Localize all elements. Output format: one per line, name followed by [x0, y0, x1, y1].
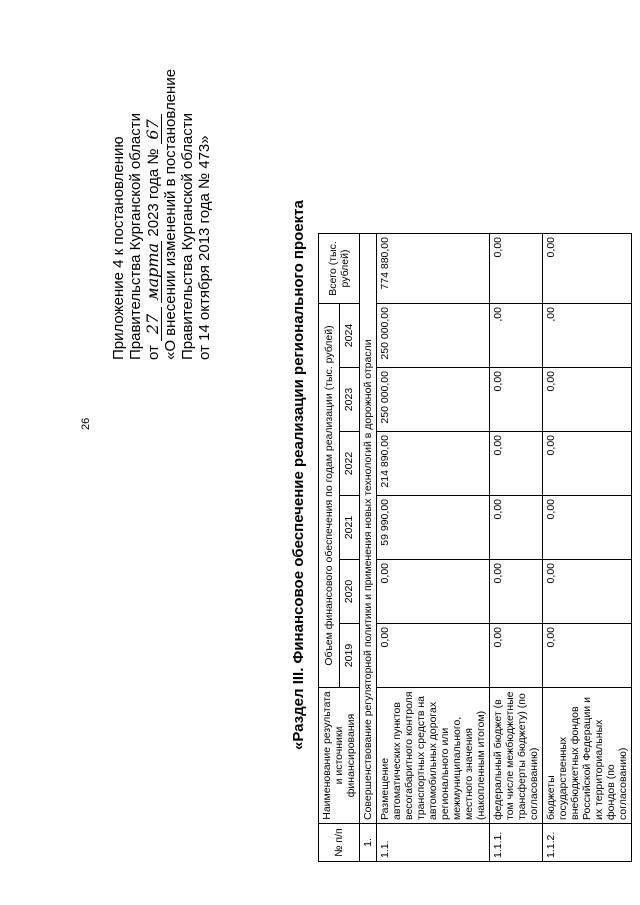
section-title: «Раздел III. Финансовое обеспечение реализации регионального проекта — [290, 200, 307, 750]
page-number: 26 — [80, 417, 92, 430]
header-total: Всего (тыс. рублей) — [319, 234, 360, 304]
header-row-main — [319, 234, 340, 862]
section-row-no: 1. — [360, 824, 377, 862]
row-name: бюджеты государственных внебюджетных фондов Российской Федерации и их территориальных фондов (по согласованию) — [543, 688, 632, 824]
header-year: 2020 — [339, 560, 360, 624]
section-row — [360, 234, 377, 862]
appendix-line-5: Правительства Курганской области — [179, 112, 196, 360]
header-year: 2019 — [339, 624, 360, 688]
row-value: 214 890,00 — [377, 432, 490, 496]
row-value: 250 000,00 — [377, 304, 490, 368]
row-value: ,00 — [490, 304, 543, 368]
appendix-line-2: Правительства Курганской области — [127, 112, 144, 360]
table-row — [490, 234, 543, 862]
financing-table — [318, 233, 632, 862]
appendix-line-6: от 14 октября 2013 года № 473» — [196, 135, 213, 360]
handwritten-month: марта — [144, 241, 162, 303]
appendix-line-3 — [144, 69, 162, 360]
row-no: 1.1.2. — [543, 824, 632, 862]
row-value: 0,00 — [377, 560, 490, 624]
row-no: 1.1. — [377, 824, 490, 862]
row-value: 0,00 — [490, 432, 543, 496]
section-row-text: Совершенствование регуляторной политики и применения новых технологий в дорожной отрасли — [360, 234, 377, 824]
row-value: 0,00 — [543, 432, 632, 496]
row-value: 0,00 — [490, 624, 543, 688]
row-value: 59 990,00 — [377, 496, 490, 560]
appendix-header — [110, 69, 213, 360]
rotated-page — [0, 20, 640, 880]
row-name: Размещение автоматических пунктов весогабаритного контроля транспортных средств на автомобильных дорогах регионального или межмуниципального, местного значения (накопленным итогом) — [377, 688, 490, 824]
header-year: 2023 — [339, 368, 360, 432]
row-value: 250 000,00 — [377, 368, 490, 432]
header-year: 2021 — [339, 496, 360, 560]
handwritten-day: 27 — [144, 307, 162, 341]
date-year: 2023 года № — [145, 148, 162, 237]
date-prefix: от — [145, 345, 162, 360]
row-total: 0,00 — [490, 234, 543, 304]
handwritten-doc-number: 67 — [144, 114, 162, 144]
header-no: № п/п — [319, 824, 360, 862]
header-year: 2022 — [339, 432, 360, 496]
row-value: 0,00 — [377, 624, 490, 688]
row-name: федеральный бюджет (в том числе межбюджетные трансферты бюджету) (по согласованию) — [490, 688, 543, 824]
row-value: 0,00 — [490, 496, 543, 560]
row-value: 0,00 — [490, 368, 543, 432]
table-row — [543, 234, 632, 862]
row-value: 0,00 — [543, 496, 632, 560]
appendix-line-4: «О внесении изменений в постановление — [162, 68, 179, 360]
row-no: 1.1.1. — [490, 824, 543, 862]
row-value: 0,00 — [543, 624, 632, 688]
row-value: 0,00 — [490, 560, 543, 624]
header-name: Наименование результата и источники финансирования — [319, 688, 360, 824]
header-year: 2024 — [339, 304, 360, 368]
row-total: 0,00 — [543, 234, 632, 304]
appendix-line-1: Приложение 4 к постановлению — [110, 136, 127, 360]
row-value: 0,00 — [543, 368, 632, 432]
header-volume: Объем финансового обеспечения по годам реализации (тыс. рублей) — [319, 304, 340, 688]
row-value: 0,00 — [543, 560, 632, 624]
row-value: ,00 — [543, 304, 632, 368]
table-row — [377, 234, 490, 862]
row-total: 774 880,00 — [377, 234, 490, 304]
